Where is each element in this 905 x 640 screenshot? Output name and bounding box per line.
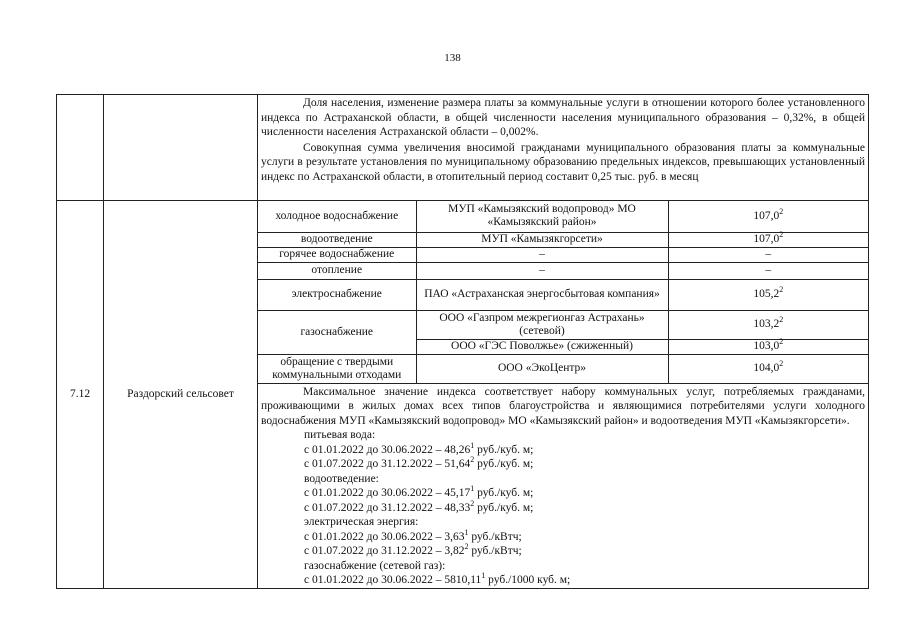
total-increase-paragraph: Совокупная сумма увеличения вносимой гражданами муниципального образования платы за коммунальные услуги в результате установления по муниципальному образованию предельных индексов, превышающих установленный индекс по Астраханской области, в отопительный период составит 0,25 тыс. руб. в месяц <box>261 141 865 183</box>
provider-name: МУП «Камызякский водопровод» МО «Камызякский район» <box>416 201 668 232</box>
index-value: 107,0$^2$ <box>668 201 868 232</box>
tariff-heading: газоснабжение (сетевой газ): <box>304 559 446 572</box>
index-value: 103,0$^2$ <box>668 339 868 354</box>
provider-name: – <box>416 262 668 279</box>
footnote-mark: 1 <box>470 440 475 450</box>
tariff-heading: водоотведение: <box>304 472 379 485</box>
max-index-paragraph: Максимальное значение индекса соответствует набору коммунальных услуг, потребляемых гражданами, проживающими в жилых домах всех типов благоустройства и являющимися потребителями услуги холодного водоснабжения МУП «Камызякский водопровод» МО «Камызякский район» и водоотведения МУП «Камызякгорсети». <box>261 385 865 427</box>
footnote-mark: 2 <box>470 498 475 508</box>
footnote-mark: 2 <box>779 359 784 369</box>
service-row <box>258 262 868 279</box>
index-value: 103,2$^2$ <box>668 310 868 339</box>
service-name: холодное водоснабжение <box>258 201 416 232</box>
page-number: 138 <box>444 52 461 64</box>
tariff-heading: электрическая энергия: <box>304 516 419 528</box>
provider-name: ООО «ГЭС Поволжье» (сжиженный) <box>416 339 668 354</box>
service-name: обращение с твердыми коммунальными отходами <box>258 354 416 383</box>
service-row <box>258 310 868 339</box>
tariff-line: с 01.07.2022 до 31.12.2022 – 51,64$^2$ руб./куб. м; <box>304 455 534 470</box>
footnote-mark: 2 <box>464 542 469 552</box>
footnote-mark: 1 <box>481 571 486 581</box>
tariff-line: с 01.07.2022 до 31.12.2022 – 3,82$^2$ руб./кВтч; <box>304 542 522 557</box>
footnote-mark: 2 <box>779 206 784 216</box>
service-name: газоснабжение <box>258 310 416 354</box>
provider-name: ПАО «Астраханская энергосбытовая компания» <box>416 279 668 310</box>
provider-name: – <box>416 247 668 262</box>
service-name: электроснабжение <box>258 279 416 310</box>
index-value: – <box>668 262 868 279</box>
tariff-line: с 01.07.2022 до 31.12.2022 – 48,33$^2$ руб./куб. м; <box>304 498 534 514</box>
service-row <box>258 232 868 247</box>
provider-name: МУП «Камызякгорсети» <box>416 232 668 247</box>
tariff-list <box>258 428 868 588</box>
provider-name: ООО «Газпром межрегионгаз Астрахань» (сетевой) <box>416 310 668 339</box>
index-value: 104,0$^2$ <box>668 354 868 383</box>
service-name: водоотведение <box>258 232 416 247</box>
footnote-mark: 2 <box>779 315 784 325</box>
footnote-mark: 2 <box>779 337 784 347</box>
tariff-heading: питьевая вода: <box>304 429 376 441</box>
tariff-table <box>56 94 869 589</box>
service-row <box>258 279 868 310</box>
tariff-line: с 01.01.2022 до 30.06.2022 – 5810,11$^1$ руб./1000 куб. м; <box>304 571 571 586</box>
row-number: 7.12 <box>57 201 104 589</box>
index-value: 105,2$^2$ <box>668 279 868 310</box>
index-value: – <box>668 247 868 262</box>
service-name: отопление <box>258 262 416 279</box>
index-value: 107,0$^2$ <box>668 232 868 247</box>
service-row <box>258 354 868 383</box>
row-details <box>258 201 869 589</box>
tariff-line: с 01.01.2022 до 30.06.2022 – 45,17$^1$ руб./куб. м; <box>304 484 534 499</box>
footnote-mark: 2 <box>470 455 475 465</box>
tariff-line: с 01.01.2022 до 30.06.2022 – 3,63$^1$ руб./кВтч; <box>304 527 522 543</box>
service-row <box>258 247 868 262</box>
footnote-mark: 2 <box>779 285 784 295</box>
service-row <box>258 201 868 232</box>
population-share-paragraph: Доля населения, изменение размера платы за коммунальные услуги в отношении которого более установленного индекса по Астраханской области, в общей численности населения муниципального образования – 0,32%, в общей численности населения Астраханской области – 0,002%. <box>261 97 865 138</box>
table-row-previous <box>57 95 869 201</box>
tariff-line: с 01.01.2022 до 30.06.2022 – 48,26$^1$ руб./куб. м; <box>304 440 534 456</box>
footnote-mark: 2 <box>779 230 784 240</box>
name-cell-empty <box>104 95 258 201</box>
footnote-mark: 1 <box>464 527 469 537</box>
services-table <box>258 201 868 384</box>
table-row-7-12 <box>57 201 869 589</box>
text-cell <box>258 95 869 201</box>
provider-name: ООО «ЭкоЦентр» <box>416 354 668 383</box>
number-cell-empty <box>57 95 104 201</box>
footnote-mark: 1 <box>470 484 475 494</box>
service-name: горячее водоснабжение <box>258 247 416 262</box>
municipality-name: Раздорский сельсовет <box>104 201 258 589</box>
